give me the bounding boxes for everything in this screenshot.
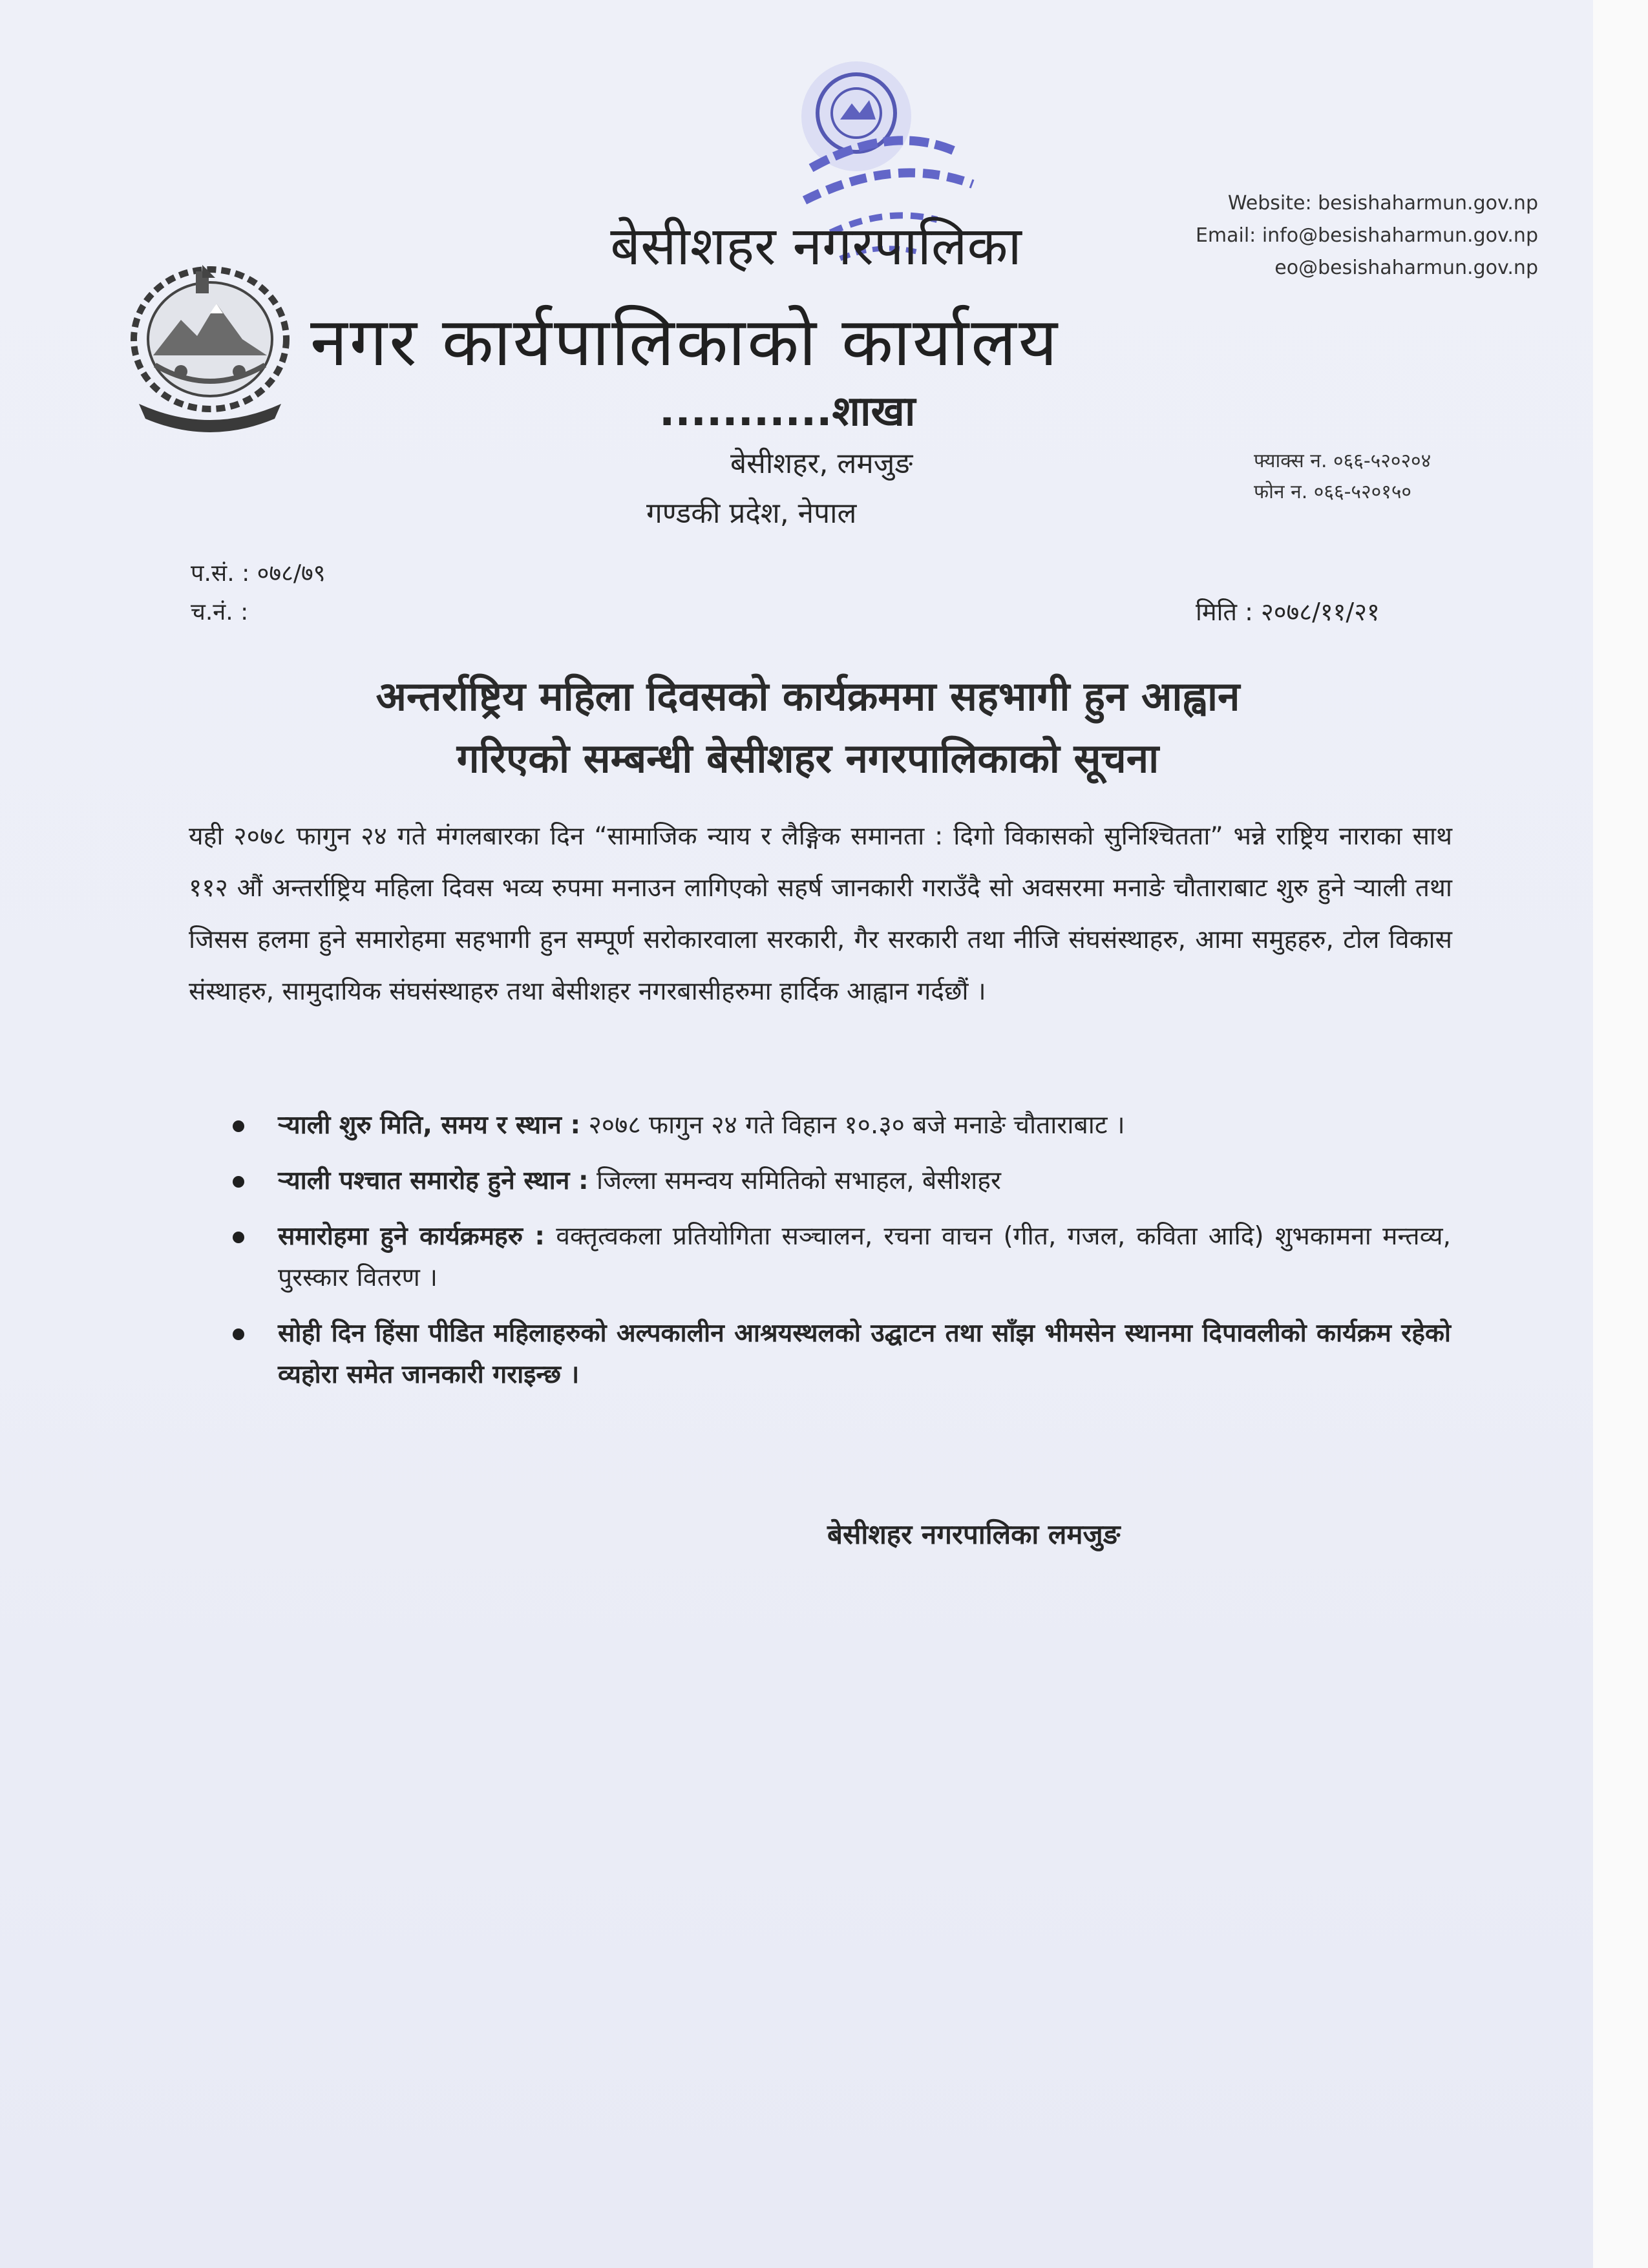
- dispatch-number: च.नं. :: [191, 599, 249, 625]
- bullet-icon: [233, 1232, 244, 1243]
- municipality-name: बेसीशहर नगरपालिका: [610, 216, 1022, 277]
- list-item: [233, 1160, 1451, 1202]
- address-line2: गण्डकी प्रदेश, नेपाल: [646, 497, 857, 530]
- signature-block: बेसीशहर नगरपालिका लमजुङ: [827, 1518, 1121, 1550]
- scan-margin: [1593, 0, 1648, 2268]
- reference-block: [191, 554, 325, 632]
- branch-name: ...........शाखा: [659, 388, 916, 436]
- event-details-list: [233, 1105, 1451, 1410]
- point-label: र्‍याली पश्चात समारोह हुने स्थान :: [278, 1166, 589, 1195]
- notice-title: [162, 666, 1454, 790]
- point-label: र्‍याली शुरु मिति, समय र स्थान :: [278, 1111, 581, 1140]
- bullet-icon: [233, 1328, 244, 1340]
- fax-phone-block: [1254, 446, 1431, 508]
- notice-date: मिति : २०७८/११/२१: [1196, 598, 1380, 626]
- title-line1: अन्तर्राष्ट्रिय महिला दिवसको कार्यक्रममा सहभागी हुन आह्वान: [375, 673, 1240, 720]
- point-label: समारोहमा हुने कार्यक्रमहरु :: [278, 1222, 545, 1251]
- point-label: सोही दिन हिंसा पीडित महिलाहरुको अल्पकालीन आश्रयस्थलको उद्घाटन तथा साँझ भीमसेन स्थानमा दिपावलीको कार्यक्रम रहेको व्यहोरा समेत जानकारी गराइन्छ ।: [278, 1319, 1451, 1389]
- website-link[interactable]: Website: besishaharmun.gov.np: [1227, 192, 1538, 215]
- email-link-info[interactable]: Email: info@besishaharmun.gov.np: [1195, 224, 1538, 247]
- bullet-icon: [233, 1120, 244, 1132]
- phone-number: फोन न. ०६६-५२०१५०: [1254, 481, 1412, 503]
- point-text: २०७८ फागुन २४ गते विहान १०.३० बजे मनाङे चौताराबाट ।: [580, 1111, 1125, 1140]
- nepal-emblem-logo: [120, 258, 301, 433]
- email-link-eo[interactable]: eo@besishaharmun.gov.np: [1274, 257, 1538, 279]
- list-item: [233, 1105, 1451, 1146]
- title-line2: गरिएको सम्बन्धी बेसीशहर नगरपालिकाको सूचना: [456, 735, 1159, 782]
- contact-block: [1196, 187, 1538, 284]
- list-item: [233, 1313, 1451, 1396]
- fax-number: फ्याक्स न. ०६६-५२०२०४: [1254, 450, 1431, 472]
- point-text: वक्तृत्वकला प्रतियोगिता सञ्चालन, रचना वाचन (गीत, गजल, कविता आदि) शुभकामना मन्तव्य, पुरस्कार वितरण ।: [278, 1222, 1451, 1292]
- office-name: नगर कार्यपालिकाको कार्यालय: [310, 302, 1060, 381]
- point-text: जिल्ला समन्वय समितिको सभाहल, बेसीशहर: [588, 1166, 1001, 1195]
- list-item: [233, 1216, 1451, 1299]
- ref-number: प.सं. : ०७८/७९: [191, 560, 326, 587]
- bullet-icon: [233, 1176, 244, 1188]
- notice-body: यही २०७८ फागुन २४ गते मंगलबारका दिन “सामाजिक न्याय र लैङ्गिक समानता : दिगो विकासको सुनिश्चितता” भन्ने राष्ट्रिय नाराका साथ ११२ औं अन्तर्राष्ट्रिय महिला दिवस भव्य रुपमा मनाउन लागिएको सहर्ष जानकारी गराउँदै सो अवसरमा मनाङे चौताराबाट शुरु हुने र्‍याली तथा जिसस हलमा हुने समारोहमा सहभागी हुन सम्पूर्ण सरोकारवाला सरकारी, गैर सरकारी तथा नीजि संघसंस्थाहरु, आमा समुहहरु, टोल विकास संस्थाहरु, सामुदायिक संघसंस्थाहरु तथा बेसीशहर नगरबासीहरुमा हार्दिक आह्वान गर्दछौं ।: [189, 822, 1452, 1006]
- address-line1: बेसीशहर, लमजुङ: [730, 447, 913, 480]
